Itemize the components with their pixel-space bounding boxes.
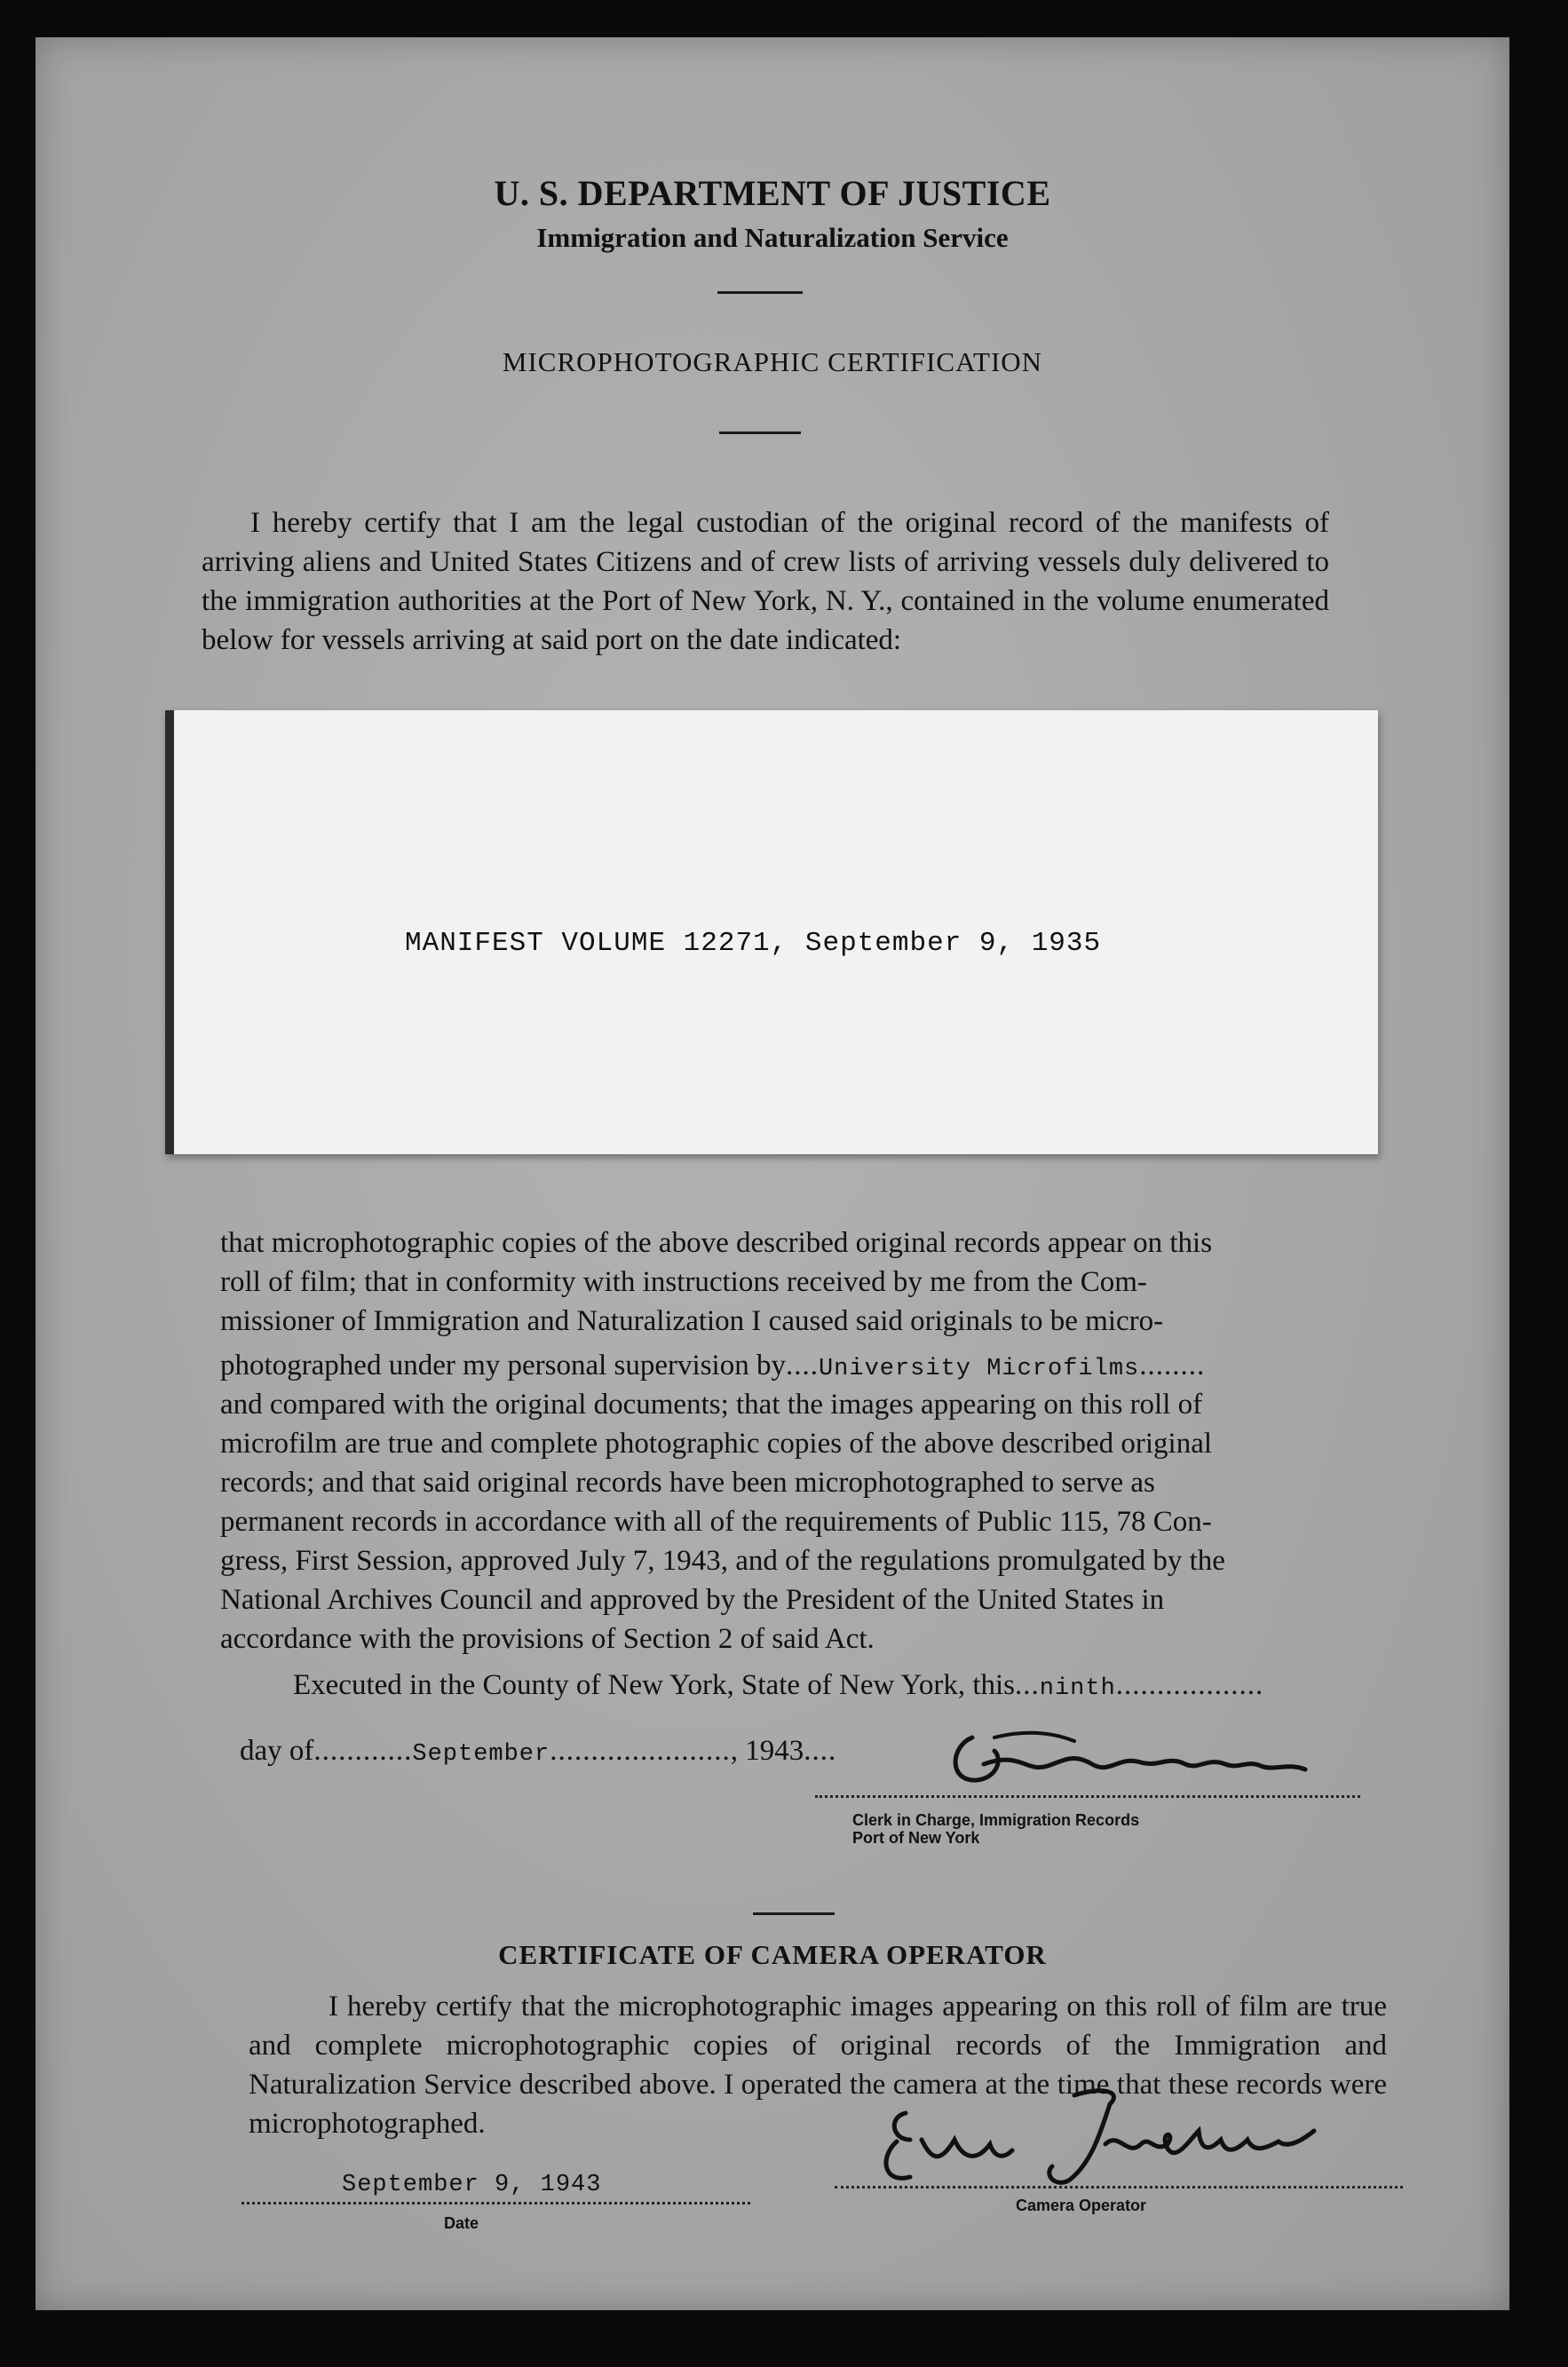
photographer-prefix: photographed under my personal supervision by bbox=[220, 1350, 786, 1381]
clerk-title-line2: Port of New York bbox=[852, 1829, 980, 1847]
photographer-line: photographed under my personal supervision by....University Microfilms........ bbox=[220, 1350, 1206, 1382]
execution-line: Executed in the County of New York, State of New York, this...ninth.................. bbox=[293, 1669, 1264, 1702]
intro-paragraph bbox=[202, 503, 1329, 660]
body-line: permanent records in accordance with all of the requirements of Public 115, 78 Con- bbox=[220, 1506, 1212, 1538]
divider bbox=[717, 291, 803, 294]
body-line: microfilm are true and complete photographic copies of the above described original bbox=[220, 1428, 1213, 1460]
body-line: missioner of Immigration and Naturalization I caused said originals to be micro- bbox=[220, 1305, 1164, 1337]
clerk-signature-drawing bbox=[941, 1711, 1332, 1795]
body-line: that microphotographic copies of the above described original records appear on this bbox=[220, 1227, 1213, 1259]
department-title: U. S. DEPARTMENT OF JUSTICE bbox=[494, 173, 1051, 213]
clerk-signature-line bbox=[815, 1795, 1360, 1798]
divider bbox=[753, 1912, 835, 1915]
execution-year: , 1943 bbox=[730, 1735, 804, 1767]
operator-caption: Camera Operator bbox=[1016, 2197, 1147, 2214]
day-of-label: day of bbox=[240, 1735, 314, 1767]
camera-operator-text: I hereby certify that the microphotographic images appearing on this roll of film are true and complete microphotographic copies of original records of the Immigration and Naturalization Service described above. I operated the camera at the time that these records were microphotographed. bbox=[249, 1991, 1387, 2140]
clerk-title bbox=[852, 1811, 1139, 1847]
volume-label-card bbox=[165, 710, 1378, 1154]
operator-signature-drawing bbox=[870, 2078, 1332, 2193]
camera-operator-heading: CERTIFICATE OF CAMERA OPERATOR bbox=[498, 1939, 1047, 1970]
day-of-line: day of............September......................, 1943.... bbox=[240, 1735, 837, 1768]
service-subtitle: Immigration and Naturalization Service bbox=[536, 222, 1009, 253]
date-line bbox=[242, 2202, 750, 2205]
intro-text: I hereby certify that I am the legal custodian of the original record of the manifests of arriving aliens and United States Citizens and of crew lists of arriving vessels duly delivered to the immigration authorities at the Port of New York, N. Y., contained in the volume enumerated below for vessels arriving at said port on the date indicated: bbox=[202, 507, 1329, 656]
body-line: accordance with the provisions of Section 2 of said Act. bbox=[220, 1623, 875, 1655]
certification-title: MICROPHOTOGRAPHIC CERTIFICATION bbox=[502, 346, 1043, 377]
certificate-date: September 9, 1943 bbox=[342, 2172, 602, 2198]
execution-month: September bbox=[412, 1741, 550, 1768]
execution-day: ninth bbox=[1039, 1675, 1116, 1702]
divider bbox=[719, 431, 801, 434]
clerk-title-line1: Clerk in Charge, Immigration Records bbox=[852, 1811, 1140, 1829]
body-line: and compared with the original documents; that the images appearing on this roll of bbox=[220, 1389, 1203, 1421]
body-line: roll of film; that in conformity with instructions received by me from the Com- bbox=[220, 1266, 1147, 1298]
certificate-sheet bbox=[36, 37, 1509, 2310]
body-line: National Archives Council and approved by the President of the United States in bbox=[220, 1584, 1165, 1616]
execution-prefix: Executed in the County of New York, State of New York, this bbox=[293, 1669, 1016, 1701]
volume-label: MANIFEST VOLUME 12271, September 9, 1935 bbox=[405, 928, 1102, 959]
operator-signature bbox=[870, 2078, 1332, 2193]
date-caption: Date bbox=[444, 2214, 479, 2232]
body-line: records; and that said original records have been microphotographed to serve as bbox=[220, 1467, 1155, 1499]
clerk-signature bbox=[941, 1711, 1332, 1795]
body-line: gress, First Session, approved July 7, 1943, and of the regulations promulgated by the bbox=[220, 1545, 1225, 1577]
photographer-name: University Microfilms bbox=[818, 1356, 1140, 1382]
